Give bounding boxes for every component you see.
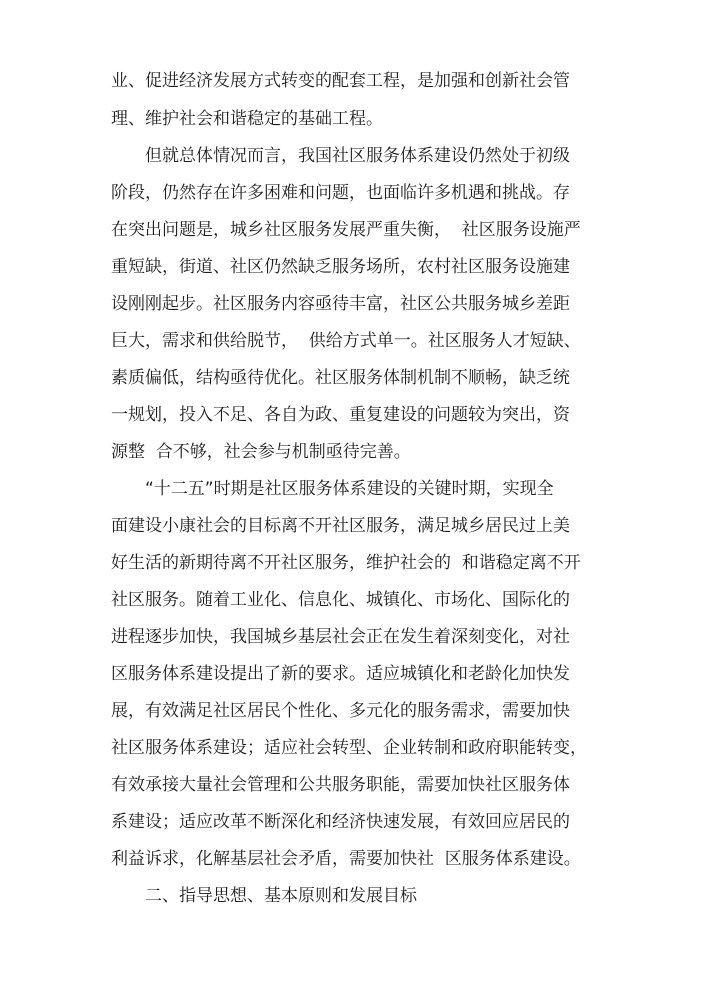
text-line: 源整 合不够，社会参与机制亟待完善。	[111, 442, 411, 462]
text-line: 重短缺，街道、社区仍然缺乏服务场所，农村社区服务设施建	[111, 257, 570, 277]
text-line: 好生活的新期待离不开社区服务，维护社会的 和谐稳定离不开	[111, 553, 581, 573]
text-line: 面建设小康社会的目标离不开社区服务，满足城乡居民过上美	[111, 516, 570, 536]
text-line: 理、维护社会和谐稳定的基础工程。	[111, 109, 383, 129]
text-line: 区服务体系建设提出了新的要求。适应城镇化和老龄化加快发	[111, 664, 570, 684]
section-heading: 二、指导思想、基本原则和发展目标	[145, 886, 417, 906]
text-line: 素质偏低，结构亟待优化。社区服务体制机制不顺畅，缺乏统	[111, 368, 570, 388]
text-line: 有效承接大量社会管理和公共服务职能，需要加快社区服务体	[111, 775, 570, 795]
text-line: 进程逐步加快，我国城乡基层社会正在发生着深刻变化，对社	[111, 627, 570, 647]
text-line: 一规划，投入不足、各自为政、重复建设的问题较为突出，资	[111, 405, 570, 425]
text-line: 展，有效满足社区居民个性化、多元化的服务需求，需要加快	[111, 701, 570, 721]
text-line: 阶段，仍然存在许多困难和问题，也面临许多机遇和挑战。存	[111, 183, 570, 203]
text-line: 巨大，需求和供给脱节， 供给方式单一。社区服务人才短缺、	[111, 331, 581, 351]
text-line: 社区服务。随着工业化、信息化、城镇化、市场化、国际化的	[111, 590, 570, 610]
text-line: 在突出问题是，城乡社区服务发展严重失衡， 社区服务设施严	[111, 220, 581, 240]
paragraph-start-line: “十二五”时期是社区服务体系建设的关键时期，实现全	[145, 479, 554, 499]
text-line: 社区服务体系建设；适应社会转型、企业转制和政府职能转变，	[111, 738, 587, 758]
text-line: 利益诉求，化解基层社会矛盾，需要加快社 区服务体系建设。	[111, 849, 581, 869]
text-line: 系建设；适应改革不断深化和经济快速发展，有效回应居民的	[111, 812, 570, 832]
text-line: 设刚刚起步。社区服务内容亟待丰富，社区公共服务城乡差距	[111, 294, 570, 314]
text-line: 业、促进经济发展方式转变的配套工程，是加强和创新社会管	[111, 71, 570, 91]
paragraph-start-line: 但就总体情况而言，我国社区服务体系建设仍然处于初级	[145, 146, 570, 166]
